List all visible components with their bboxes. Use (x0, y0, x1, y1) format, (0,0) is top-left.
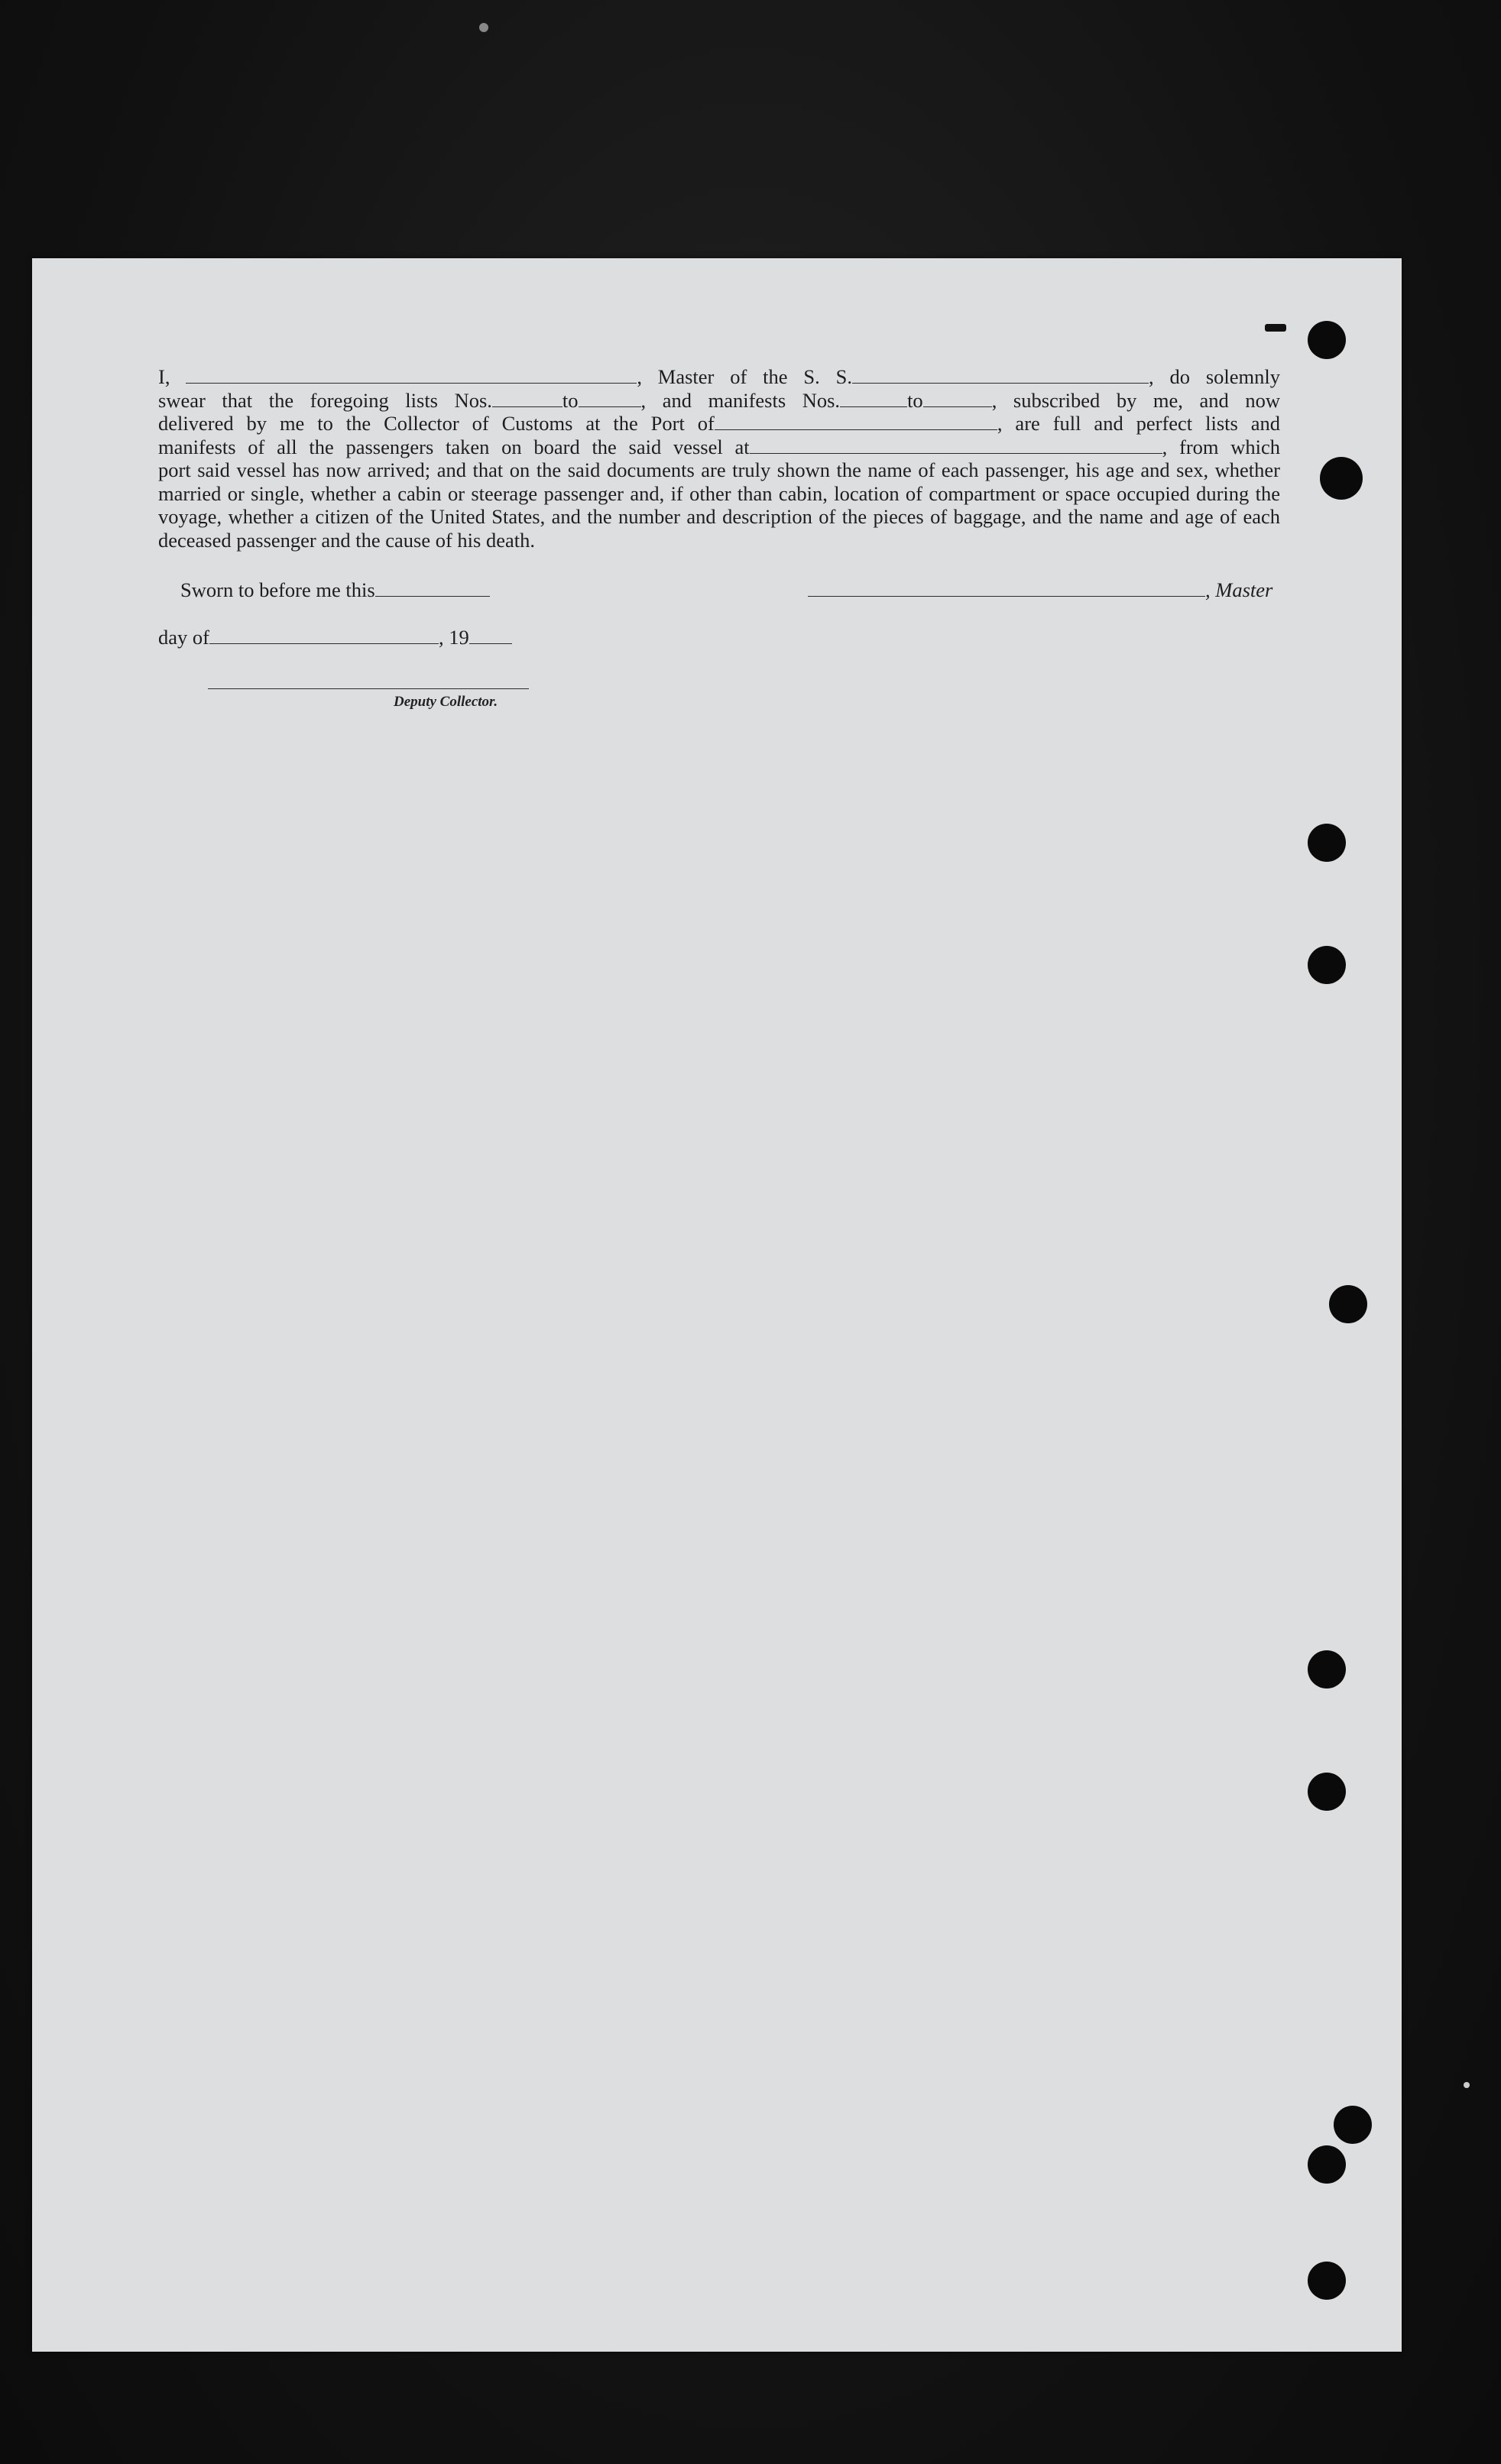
year-prefix: , 19 (438, 626, 469, 649)
oath-line3-b: , are full and perfect lists and (997, 412, 1280, 435)
oath-line4-a: manifests of all the passengers taken on board the said vessel at (158, 435, 750, 458)
oath-line4-b: , from which (1162, 435, 1281, 458)
oath-line2-a: swear that the foregoing lists Nos. (158, 388, 492, 412)
sworn-row (180, 578, 490, 602)
master-signature-row (808, 578, 1272, 602)
master-label: , Master (1205, 578, 1273, 601)
manifest-from-blank (840, 391, 907, 407)
scan-speck (479, 23, 488, 32)
scan-speck (1464, 2082, 1470, 2088)
day-of-row (158, 626, 512, 649)
oath-line2-to2: to (907, 388, 923, 412)
month-blank (209, 628, 439, 644)
punch-hole-4 (1308, 946, 1346, 984)
deputy-collector-label: Deputy Collector. (394, 694, 498, 710)
oath-line2-c: , subscribed by me, and now (991, 388, 1280, 412)
scan-speck (1265, 324, 1286, 332)
name-blank (186, 367, 637, 384)
oath-line1-c: , do solemnly (1149, 365, 1281, 388)
oath-line3-a: delivered by me to the Collector of Customs at the Port of (158, 412, 715, 435)
day-of-label: day of (158, 626, 209, 649)
oath-line2-b: , and manifests Nos. (640, 388, 841, 412)
oath-line1-a: I, (158, 365, 186, 388)
oath-body: port said vessel has now arrived; and that on the said documents are truly shown the name of each passenger, his age and sex, whether married or single, whether a cabin or steerage passenger and, if other than cabin, location of compartment or space occupied during the voyage, whether a citizen of the United States, and the number and description of the pieces of baggage, and the name and age of each deceased passenger and the cause of his death. (158, 458, 1280, 552)
oath-line1-b: , Master of the S. S. (637, 365, 852, 388)
manifest-to-blank (923, 391, 992, 407)
punch-hole-3 (1308, 824, 1346, 862)
origin-port-blank (750, 438, 1162, 454)
punch-hole-7 (1308, 1773, 1346, 1811)
sworn-label: Sworn to before me this (180, 578, 375, 601)
punch-hole-6 (1308, 1650, 1346, 1689)
punch-hole-8 (1334, 2106, 1372, 2144)
punch-hole-10 (1308, 2262, 1346, 2300)
oath-paragraph (158, 365, 1280, 552)
punch-hole-1 (1308, 321, 1346, 359)
document-page (32, 258, 1402, 2352)
master-signature-blank (808, 581, 1205, 597)
sworn-date-blank (375, 581, 490, 597)
deputy-signature-line (208, 688, 529, 689)
list-from-blank (492, 391, 562, 407)
oath-line2-to1: to (562, 388, 579, 412)
punch-hole-2 (1320, 457, 1363, 500)
year-blank (469, 628, 512, 644)
punch-hole-5 (1329, 1285, 1367, 1323)
port-blank (715, 414, 997, 430)
list-to-blank (579, 391, 641, 407)
ship-blank (852, 367, 1149, 384)
punch-hole-9 (1308, 2145, 1346, 2184)
